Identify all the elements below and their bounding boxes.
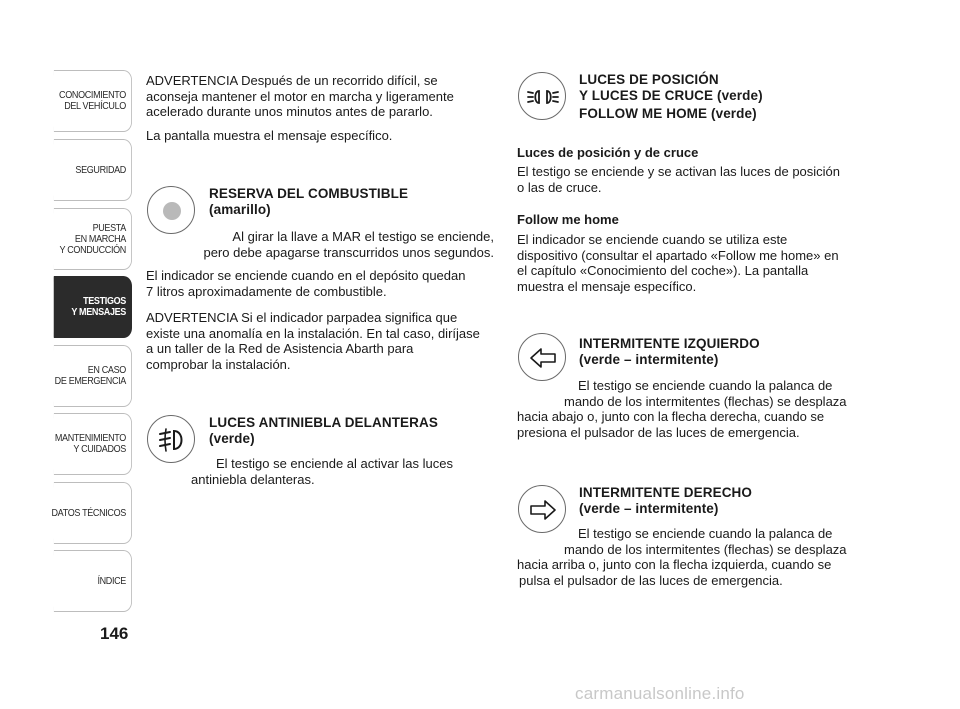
tab-label: Y CONDUCCIÓN (59, 243, 126, 256)
tab-label: ÍNDICE (97, 574, 126, 587)
tab-label: DE EMERGENCIA (54, 375, 126, 387)
tab-label: SEGURIDAD (75, 163, 126, 176)
tab-en-caso-de-emergencia[interactable] (54, 345, 132, 407)
follow-me-home-subtitle: Follow me home (517, 212, 619, 227)
front-fog-lights-icon (147, 415, 195, 463)
position-lights-icon (518, 72, 566, 120)
page-number: 146 (100, 624, 129, 643)
front-fog-lights-body: El testigo se enciende al activar las luces antiniebla delanteras. (191, 456, 453, 487)
front-fog-lights-title: LUCES ANTINIEBLA DELANTERAS (verde) (209, 415, 438, 446)
tab-label: Y MENSAJES (71, 306, 126, 318)
tab-label: TESTIGOS (83, 295, 126, 307)
tab-label: Y CUIDADOS (73, 443, 126, 455)
follow-me-home-body: El indicador se enciende cuando se utiliza este dispositivo (consultar el apartado «Follow me home» en el capítulo «Conocimiento del coche»). La pantalla muestra el mensaje específico. (517, 232, 839, 294)
right-turn-title: INTERMITENTE DERECHO (verde – intermitente) (579, 485, 753, 516)
tab-label: CONOCIMIENTO (59, 89, 126, 101)
left-turn-arrow-icon (518, 333, 566, 381)
tab-label: PUESTA (92, 221, 126, 234)
tab-label: EN MARCHA (74, 232, 126, 245)
tab-label: DATOS TÉCNICOS (51, 506, 126, 519)
tab-mantenimiento-y-cuidados[interactable] (54, 413, 132, 475)
fuel-reserve-warning: ADVERTENCIA Si el indicador parpadea significa que existe una anomalía en la instalación. En tal caso, diríjase a un taller de la Red de Asistencia Abarth para comprobar la instalación. (146, 310, 480, 372)
tab-datos-tecnicos[interactable] (51, 482, 132, 544)
watermark: carmanualsonline.info (575, 684, 745, 703)
tab-label: DEL VEHÍCULO (64, 100, 126, 112)
tab-testigos-y-mensajes[interactable] (54, 276, 132, 338)
left-turn-title: INTERMITENTE IZQUIERDO (verde – intermitente) (579, 336, 760, 367)
fuel-reserve-icon (147, 186, 195, 234)
right-turn-body: El testigo se enciende cuando la palanca de mando de los intermitentes (flechas) se desplaza hacia arriba o, junto con la flecha izquierda, cuando se pulsa el pulsador de las luces de emergencia. (517, 526, 847, 588)
position-lights-title: LUCES DE POSICIÓN Y LUCES DE CRUCE (verde) FOLLOW ME HOME (verde) (579, 72, 763, 121)
warning-engine-paragraph: ADVERTENCIA Después de un recorrido difícil, se aconseja mantener el motor en marcha y ligeramente acelerado durante unos minutos antes de pararlo. (146, 73, 454, 119)
fuel-reserve-intro: Al girar la llave a MAR el testigo se enciende, pero debe apagarse transcurridos unos segundos. (203, 229, 494, 260)
display-message-paragraph: La pantalla muestra el mensaje específico. (146, 128, 393, 143)
tab-indice[interactable] (54, 550, 132, 612)
tab-conocimiento-del-vehiculo[interactable] (54, 70, 132, 132)
tab-puesta-en-marcha[interactable] (54, 208, 132, 270)
position-lights-subtitle: Luces de posición y de cruce (517, 145, 699, 160)
tab-label: MANTENIMIENTO (54, 432, 126, 444)
fuel-reserve-title: RESERVA DEL COMBUSTIBLE (amarillo) (209, 186, 409, 217)
fuel-reserve-body: El indicador se enciende cuando en el depósito quedan 7 litros aproximadamente de combustible. (146, 268, 466, 299)
position-lights-body: El testigo se enciende y se activan las luces de posición o las de cruce. (517, 164, 841, 195)
tab-seguridad[interactable] (54, 139, 132, 201)
left-turn-body: El testigo se enciende cuando la palanca de mando de los intermitentes (flechas) se desplaza hacia abajo o, junto con la flecha derecha, cuando se presiona el pulsador de las luces de emergencia. (517, 378, 847, 440)
tab-label: EN CASO (87, 364, 126, 376)
